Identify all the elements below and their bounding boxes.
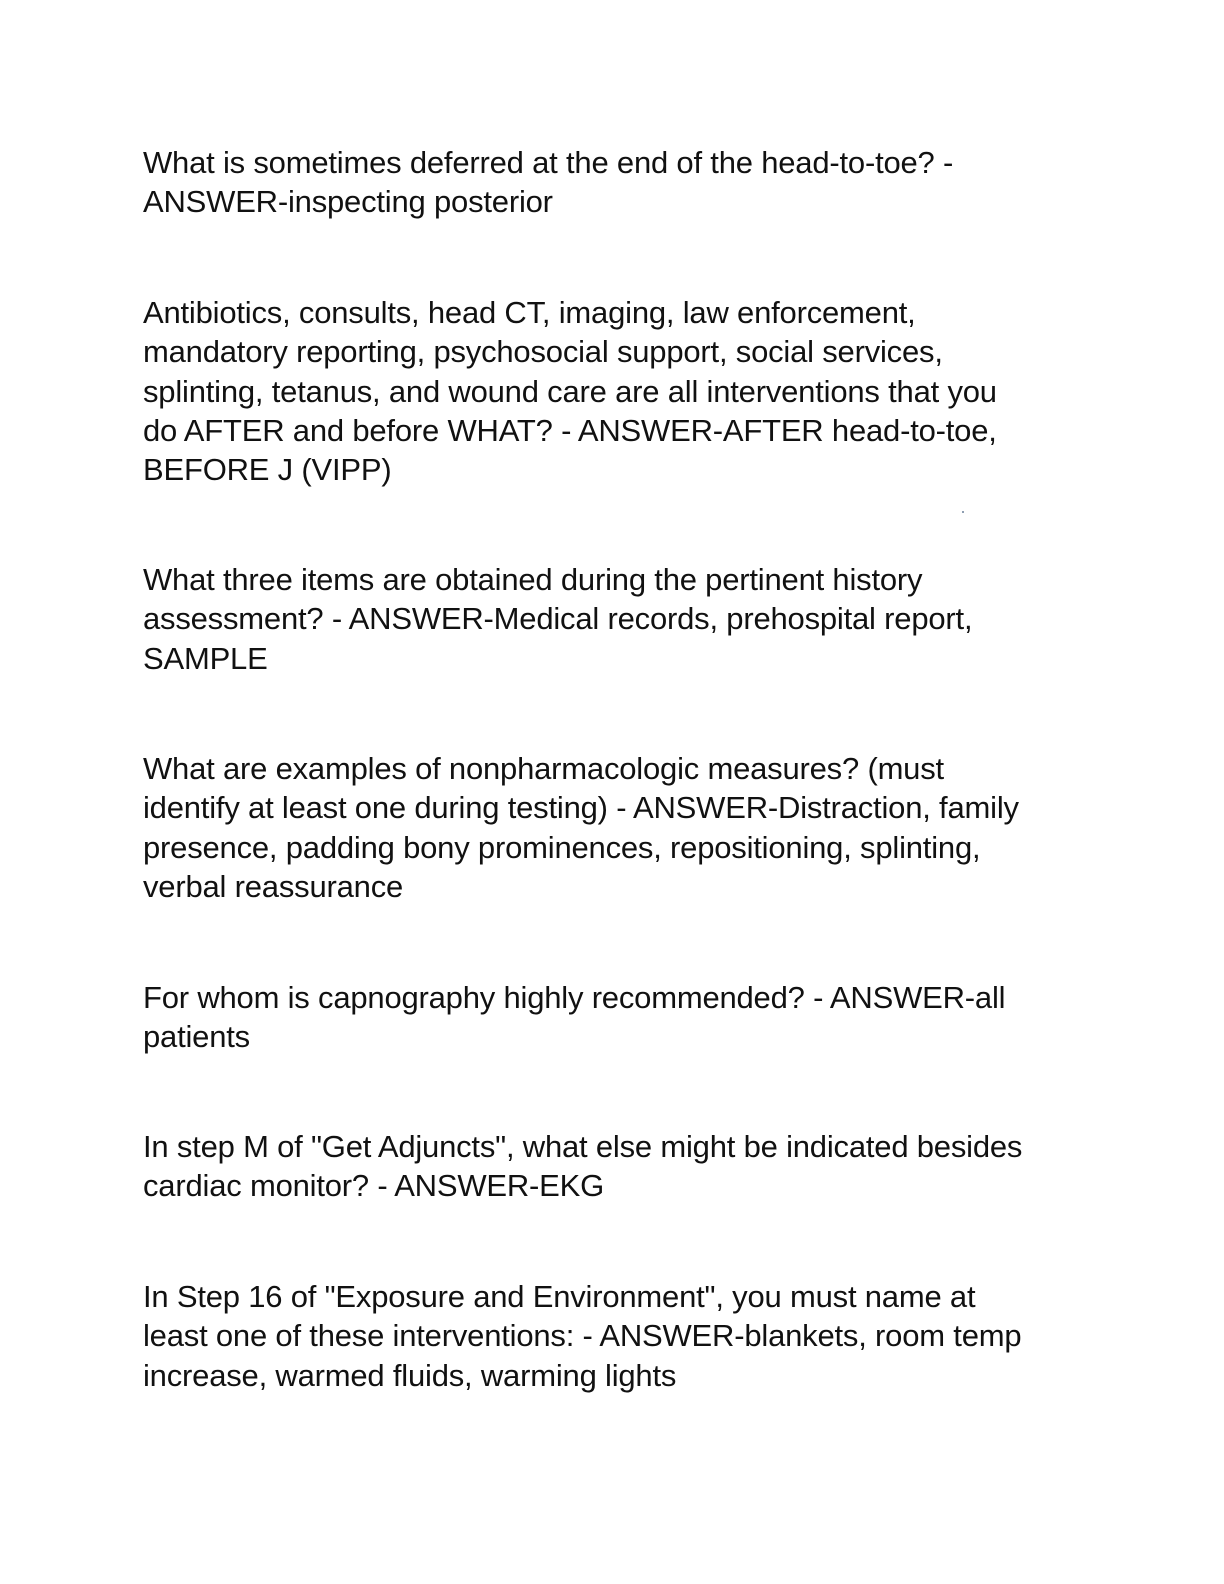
qa-item-deferred-head-to-toe: What is sometimes deferred at the end of the head-to-toe? - ANSWER-inspecting posterior xyxy=(143,145,954,220)
scan-speck xyxy=(962,511,964,513)
qa-item-capnography: For whom is capnography highly recommended? - ANSWER-all patients xyxy=(143,980,1006,1055)
qa-item-get-adjuncts: In step M of "Get Adjuncts", what else might be indicated besides cardiac monitor? - ANSWER-EKG xyxy=(143,1129,1023,1204)
qa-item-pertinent-history: What three items are obtained during the pertinent history assessment? - ANSWER-Medical records, prehospital report, SAMPLE xyxy=(143,562,973,676)
qa-item-nonpharmacologic-measures: What are examples of nonpharmacologic measures? (must identify at least one during testing) - ANSWER-Distraction, family presence, padding bony prominences, repositioning, splinting, verbal reassurance xyxy=(143,751,1019,904)
qa-item-exposure-environment: In Step 16 of "Exposure and Environment", you must name at least one of these interventions: - ANSWER-blankets, room temp increase, warmed fluids, warming lights xyxy=(143,1279,1022,1393)
qa-item-interventions-order: Antibiotics, consults, head CT, imaging, law enforcement, mandatory reporting, psychosocial support, social services, splinting, tetanus, and wound care are all interventions that you do AFTER and before WHAT? - ANSWER-AFTER head-to-toe, BEFORE J (VIPP) xyxy=(143,295,997,488)
